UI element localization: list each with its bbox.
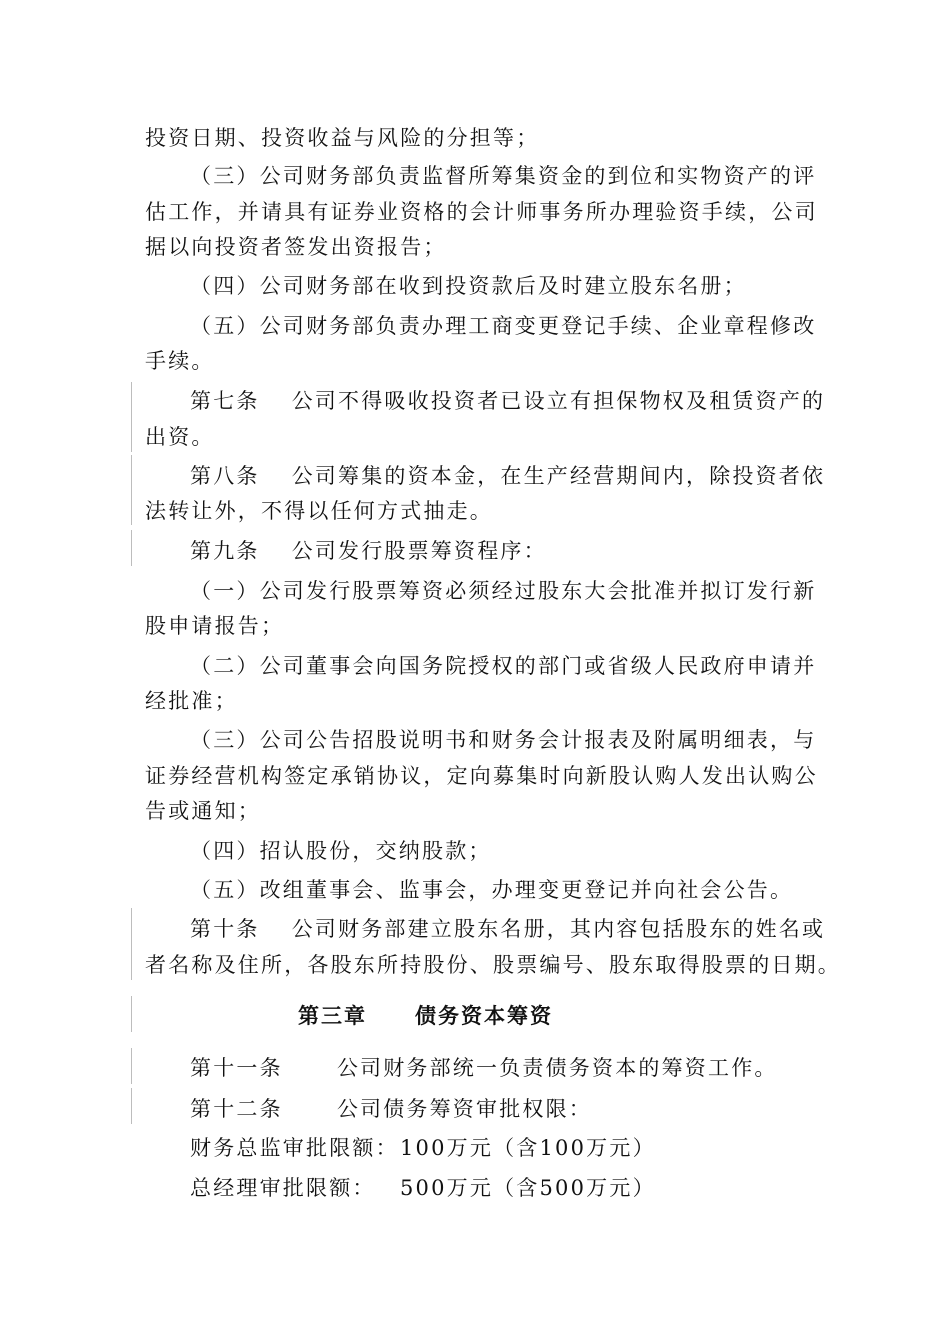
limit-row (190, 1174, 815, 1202)
chapter-number: 第三章 (298, 1003, 367, 1028)
article-9-item-4: （四）招认股份，交纳股款； (190, 839, 492, 863)
revision-bar (131, 382, 132, 452)
article-7-line: 出资。 (145, 425, 215, 449)
revision-bar (131, 455, 132, 525)
article-9-item-3: 告或通知； (145, 799, 261, 823)
article-9-label: 第九条 (190, 539, 260, 563)
limit-amount: 100万元（含100万元） (400, 1136, 656, 1160)
article-8-line: 法转让外，不得以任何方式抽走。 (145, 499, 493, 523)
revision-bar (131, 908, 132, 980)
paragraph-line: 投资日期、投资收益与风险的分担等； (145, 126, 540, 150)
article-9-item-1: 股申请报告； (145, 614, 285, 638)
article-9-item-1: （一）公司发行股票筹资必须经过股东大会批准并拟订发行新 (190, 579, 817, 603)
revision-bar (131, 530, 132, 566)
article-12 (190, 1095, 815, 1123)
article-10 (190, 915, 826, 943)
article-7 (190, 387, 826, 415)
article-9-item-5: （五）改组董事会、监事会，办理变更登记并向社会公告。 (190, 878, 794, 902)
article-10-line: 者名称及住所，各股东所持股份、股票编号、股东取得股票的日期。 (145, 953, 841, 977)
article-8 (190, 462, 826, 490)
revision-bar (131, 1088, 132, 1124)
item-3-line: 估工作，并请具有证券业资格的会计师事务所办理验资手续，公司 (145, 200, 818, 224)
article-7-text: 公司不得吸收投资者已设立有担保物权及租赁资产的 (291, 389, 826, 413)
article-11 (190, 1054, 815, 1082)
article-10-label: 第十条 (190, 917, 260, 941)
revision-bar (131, 996, 132, 1032)
item-5-line: 手续。 (145, 349, 215, 373)
item-4-line: （四）公司财务部在收到投资款后及时建立股东名册； (190, 274, 747, 298)
article-11-text: 公司财务部统一负责债务资本的筹资工作。 (336, 1056, 778, 1080)
article-8-text: 公司筹集的资本金，在生产经营期间内，除投资者依 (291, 464, 826, 488)
limit-role: 财务总监审批限额： (190, 1136, 399, 1160)
article-9-item-3: 证券经营机构签定承销协议，定向募集时向新股认购人发出认购公 (145, 764, 818, 788)
item-5-line: （五）公司财务部负责办理工商变更登记手续、企业章程修改 (190, 314, 817, 338)
limit-amount: 500万元（含500万元） (400, 1176, 656, 1200)
limit-role: 总经理审批限额： (190, 1176, 376, 1200)
chapter-heading (298, 1002, 553, 1030)
article-8-label: 第八条 (190, 464, 260, 488)
article-9-item-2: （二）公司董事会向国务院授权的部门或省级人民政府申请并 (190, 654, 817, 678)
article-9-item-3: （三）公司公告招股说明书和财务会计报表及附属明细表，与 (190, 728, 817, 752)
article-10-text: 公司财务部建立股东名册，其内容包括股东的姓名或 (291, 917, 826, 941)
article-12-label: 第十二条 (190, 1097, 283, 1121)
limit-row (190, 1134, 815, 1162)
item-3-line: 据以向投资者签发出资报告； (145, 235, 447, 259)
chapter-title: 债务资本筹资 (415, 1003, 553, 1028)
article-9-item-2: 经批准； (145, 689, 238, 713)
article-9 (190, 537, 815, 565)
article-7-label: 第七条 (190, 389, 260, 413)
article-9-text: 公司发行股票筹资程序： (291, 539, 547, 563)
article-12-text: 公司债务筹资审批权限： (336, 1097, 593, 1121)
revision-bar (131, 1048, 132, 1084)
article-11-label: 第十一条 (190, 1056, 283, 1080)
item-3-line: （三）公司财务部负责监督所筹集资金的到位和实物资产的评 (190, 164, 817, 188)
